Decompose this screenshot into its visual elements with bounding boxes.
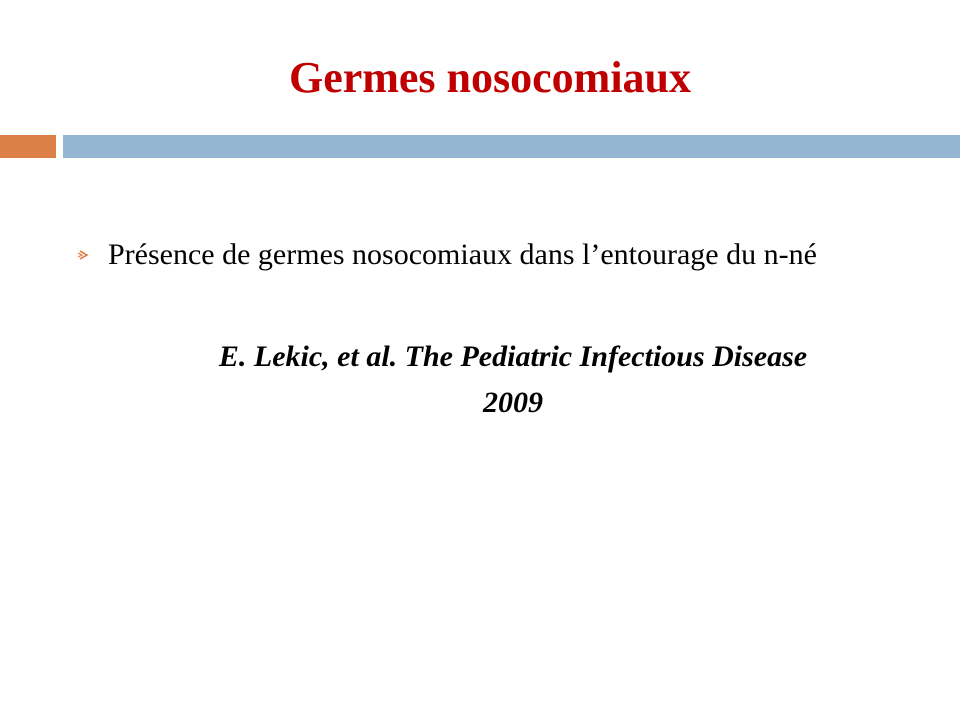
citation-line-2: 2009 [483,386,543,419]
bullet-item [78,234,918,276]
slide-title: Germes nosocomiaux [288,53,692,102]
citation [108,334,918,426]
citation-line-1: E. Lekic, et al. The Pediatric Infectious Disease [218,340,808,373]
header-bar [63,135,960,158]
accent-bar [0,135,56,158]
chevron-bullet-icon [78,248,90,260]
bullet-text: Présence de germes nosocomiaux dans l’entourage du n-né [108,238,817,271]
